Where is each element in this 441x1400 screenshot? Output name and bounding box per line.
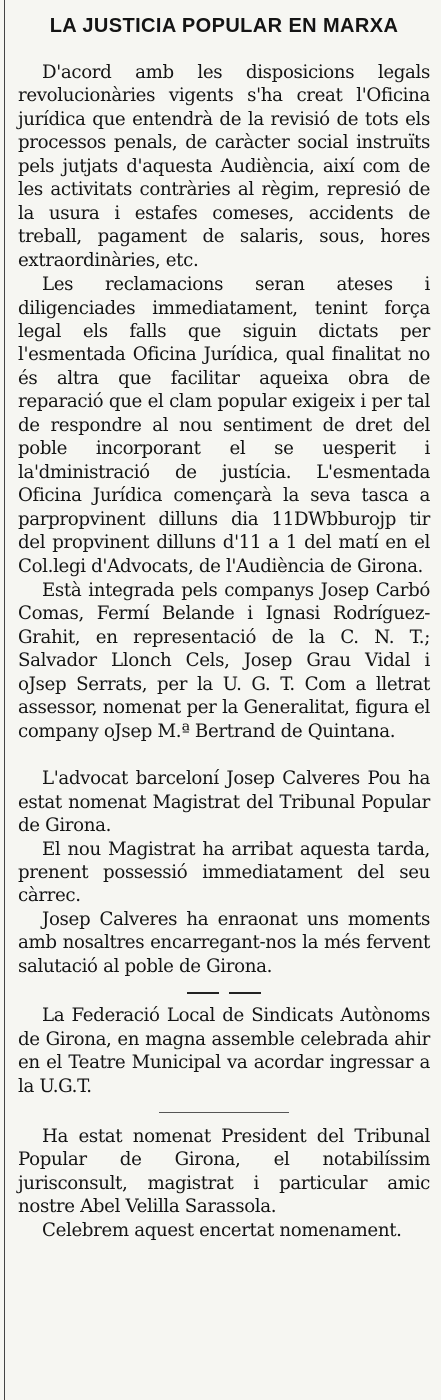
- section-separator: [18, 992, 430, 994]
- separator-dash-left: [187, 992, 219, 994]
- notice-calveres: [18, 767, 430, 978]
- section-divider: [159, 1112, 289, 1113]
- newspaper-column: [18, 12, 430, 1242]
- federacio-paragraph-1: La Federació Local de Sindicats Autònoms de Girona, en magna assemble celebrada ahir en el Teatre Municipal va acordar ingressar a la U.G.T.: [18, 1005, 430, 1097]
- separator-dash-right: [229, 992, 261, 994]
- notice-federacio: [18, 1004, 430, 1098]
- calveres-paragraph-3: Josep Calveres ha enraonat uns moments amb nosaltres encarregant-nos la més fervent salutació al poble de Girona.: [18, 908, 430, 977]
- article-title: LA JUSTICIA POPULAR EN MARXA: [49, 15, 399, 37]
- column-left-rule: [4, 0, 5, 1400]
- notice-president: [18, 1125, 430, 1242]
- president-paragraph-1: Ha estat nomenat President del Tribunal Popular de Girona, el notabilíssim jurisconsult, magistrat i particular amic nostre Abel Velilla Sarassola.: [18, 1126, 430, 1218]
- article-paragraph-1: D'acord amb les disposicions legals revolucionàries vigents s'ha creat l'Oficina jurídica que entendrà de la revisió de tots els processos penals, de caràcter social instruïts pels jutjats d'aquesta Audiència, així com de les activitats contràries al règim, represió de la usura i estafes comeses, accidents de treball, pagament de salaris, sous, hores extraordinàries, etc.: [18, 62, 430, 271]
- article-paragraph-2: Les reclamacions seran ateses i diligenciades immediatament, tenint força legal els falls que siguin dictats per l'esmentada Oficina Jurídica, qual finalitat no és altra que facilitar aqueixa obra de reparació que el clam popular exigeix i per tal de respondre al nou sentiment de dret del poble incorporant el se uesperit i la'dministració de justícia. L'esmentada Oficina Jurídica començarà la seva tasca a parpropvinent dilluns dia 11DWbburojp tir del propvinent dilluns d'11 a 1 del matí en el Col.legi d'Advocats, de l'Audiència de Girona.: [18, 274, 430, 577]
- article-paragraph-3: Està integrada pels companys Josep Carbó Comas, Fermí Belande i Ignasi Rodríguez-Grahit, en representació de la C. N. T.; Salvador Llonch Cels, Josep Grau Vidal i oJsep Serrats, per la U. G. T. Com a lletrat assessor, nomenat per la Generalitat, figura el company oJsep M.ª Bertrand de Quintana.: [18, 579, 430, 742]
- calveres-paragraph-1: L'advocat barceloní Josep Calveres Pou ha estat nomenat Magistrat del Tribunal Popular de Girona.: [18, 768, 430, 837]
- president-paragraph-2: Celebrem aquest encertat nomenament.: [42, 1219, 402, 1241]
- article-body: [18, 61, 430, 743]
- calveres-paragraph-2: El nou Magistrat ha arribat aquesta tarda, prenent possessió immediatament del seu càrrec.: [18, 838, 430, 907]
